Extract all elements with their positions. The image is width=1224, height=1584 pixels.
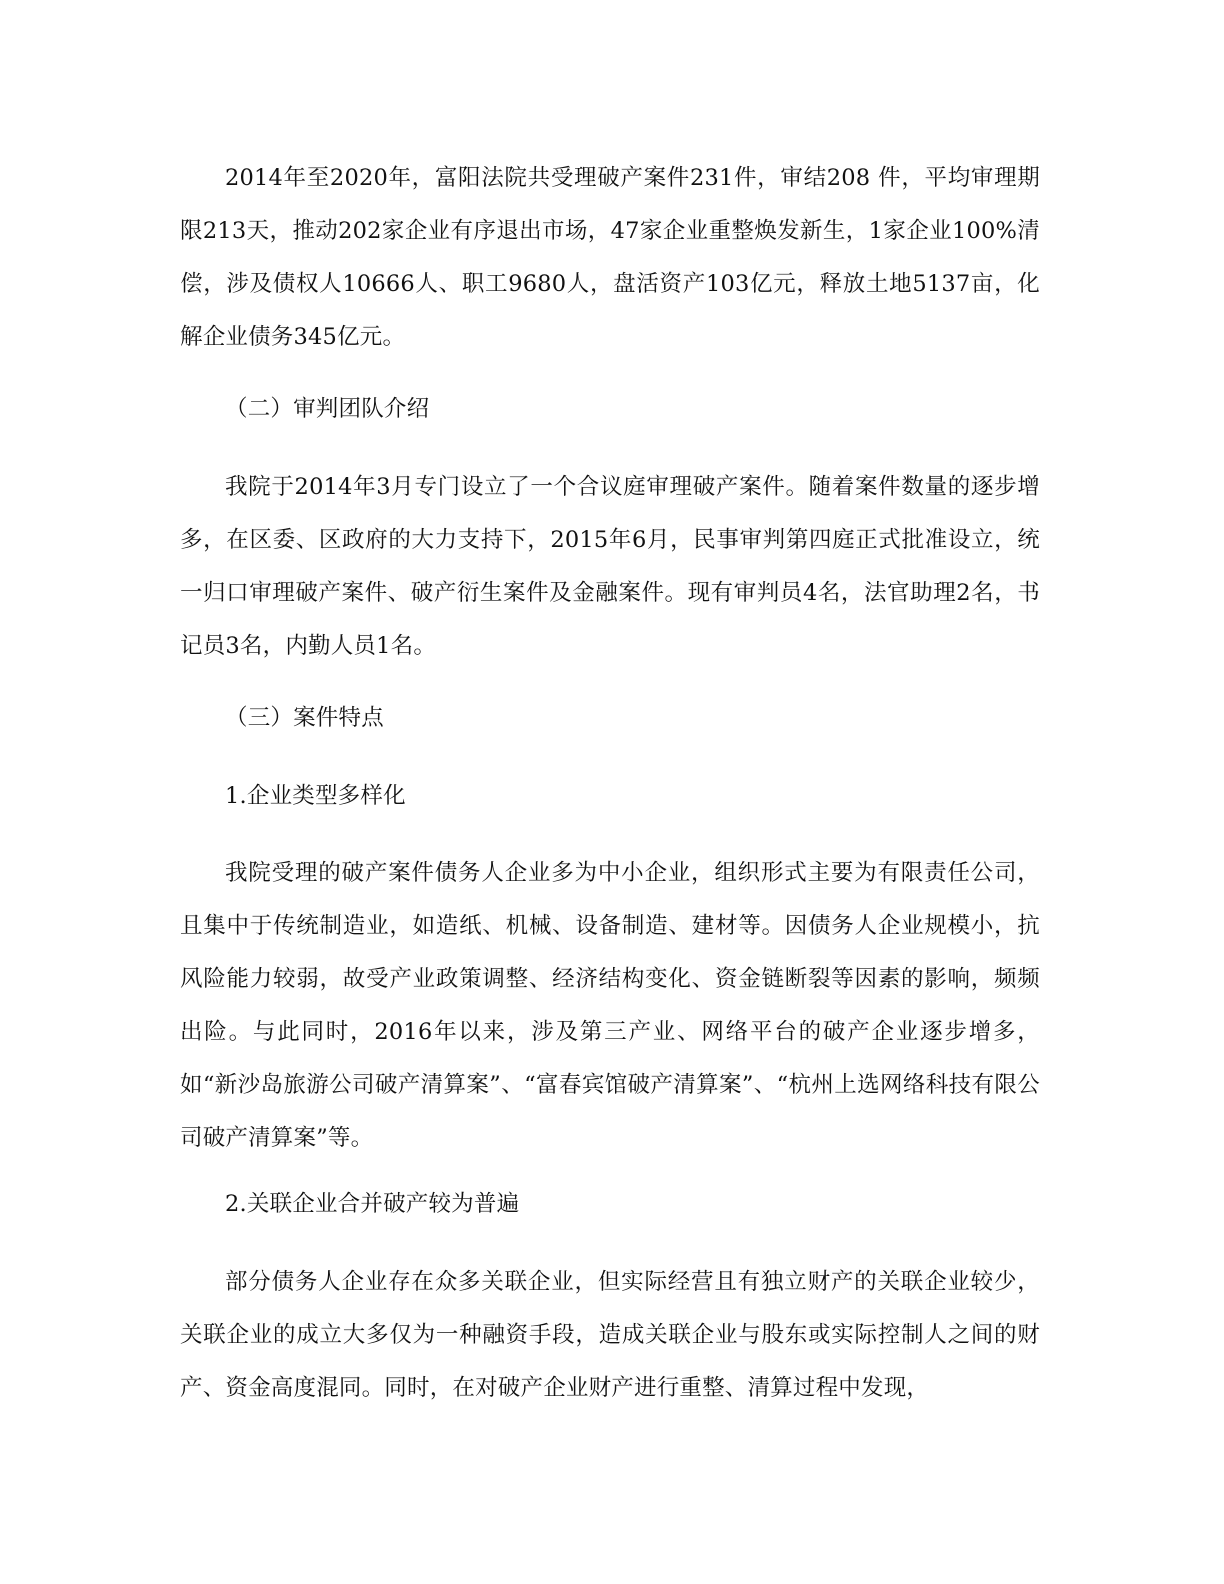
heading-trial-team: （二）审判团队介绍 [225,396,430,422]
subheading-enterprise-types: 1.企业类型多样化 [225,783,406,809]
paragraph-affiliated-enterprises: 部分债务人企业存在众多关联企业，但实际经营且有独立财产的关联企业较少，关联企业的成立大多仅为一种融资手段，造成关联企业与股东或实际控制人之间的财产、资金高度混同。同时，在对破产企业财产进行重整、清算过程中发现， [180,1269,1040,1401]
heading-case-features: （三）案件特点 [225,705,384,731]
paragraph-case-statistics: 2014年至2020年，富阳法院共受理破产案件231件，审结208 件，平均审理期限213天，推动202家企业有序退出市场，47家企业重整焕发新生，1家企业100%清偿，涉及债权人10666人、职工9680人，盘活资产103亿元，释放土地5137亩，化解企业债务345亿元。 [180,165,1040,350]
paragraph-trial-team: 我院于2014年3月专门设立了一个合议庭审理破产案件。随着案件数量的逐步增多，在区委、区政府的大力支持下，2015年6月，民事审判第四庭正式批准设立，统一归口审理破产案件、破产衍生案件及金融案件。现有审判员4名，法官助理2名，书记员3名，内勤人员1名。 [180,474,1040,659]
paragraph-enterprise-types: 我院受理的破产案件债务人企业多为中小企业，组织形式主要为有限责任公司，且集中于传统制造业，如造纸、机械、设备制造、建材等。因债务人企业规模小，抗风险能力较弱，故受产业政策调整、经济结构变化、资金链断裂等因素的影响，频频出险。与此同时，2016年以来，涉及第三产业、网络平台的破产企业逐步增多，如“新沙岛旅游公司破产清算案”、“富春宾馆破产清算案”、“杭州上选网络科技有限公司破产清算案”等。 [180,860,1040,1151]
subheading-affiliated-enterprises: 2.关联企业合并破产较为普遍 [225,1191,520,1217]
